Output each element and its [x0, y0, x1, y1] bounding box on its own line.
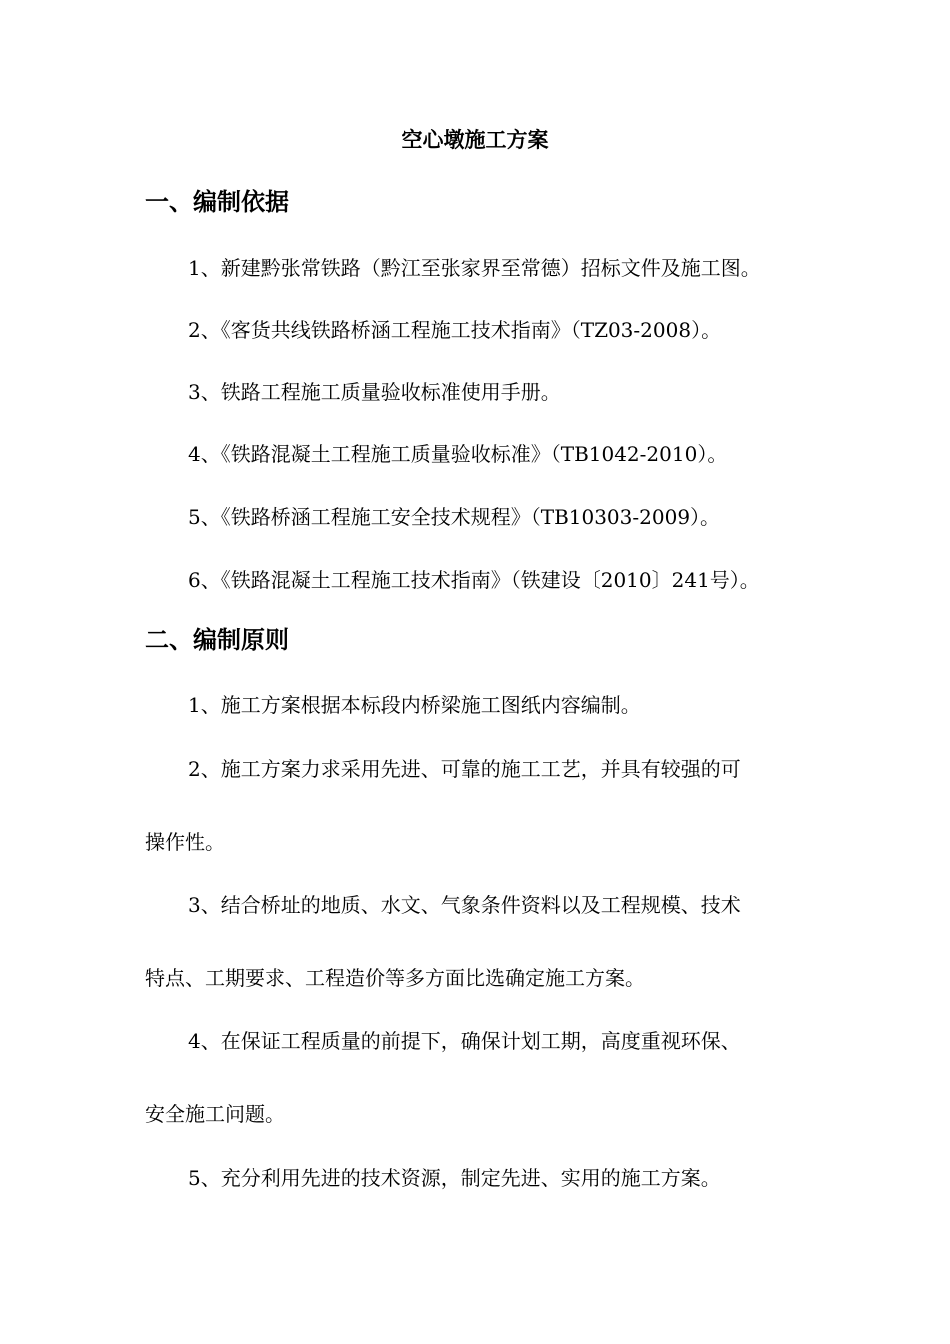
basis-item-4: 4、《铁路混凝土工程施工质量验收标准》（TB1042-2010）。	[188, 442, 728, 466]
document-title: 空心墩施工方案	[401, 128, 549, 152]
principle-item-4-line2: 安全施工问题。	[145, 1102, 285, 1126]
principle-item-1: 1、施工方案根据本标段内桥梁施工图纸内容编制。	[188, 693, 641, 717]
section-heading-basis: 一、编制依据	[145, 188, 289, 216]
principle-item-4-line1: 4、在保证工程质量的前提下，确保计划工期，高度重视环保、	[188, 1029, 741, 1053]
section-heading-principles: 二、编制原则	[145, 626, 289, 654]
basis-item-6: 6、《铁路混凝土工程施工技术指南》（铁建设〔2010〕241号）。	[188, 568, 760, 592]
basis-item-1: 1、新建黔张常铁路（黔江至张家界至常德）招标文件及施工图。	[188, 256, 761, 280]
principle-item-2-line2: 操作性。	[145, 830, 225, 854]
principle-item-2-line1: 2、施工方案力求采用先进、可靠的施工工艺，并具有较强的可	[188, 757, 741, 781]
principle-item-3-line2: 特点、工期要求、工程造价等多方面比选确定施工方案。	[145, 966, 645, 990]
principle-item-5: 5、充分利用先进的技术资源，制定先进、实用的施工方案。	[188, 1166, 721, 1190]
basis-item-2: 2、《客货共线铁路桥涵工程施工技术指南》（TZ03-2008）。	[188, 318, 722, 342]
principle-item-3-line1: 3、结合桥址的地质、水文、气象条件资料以及工程规模、技术	[188, 893, 741, 917]
basis-item-3: 3、铁路工程施工质量验收标准使用手册。	[188, 380, 561, 404]
basis-item-5: 5、《铁路桥涵工程施工安全技术规程》（TB10303-2009）。	[188, 505, 721, 529]
